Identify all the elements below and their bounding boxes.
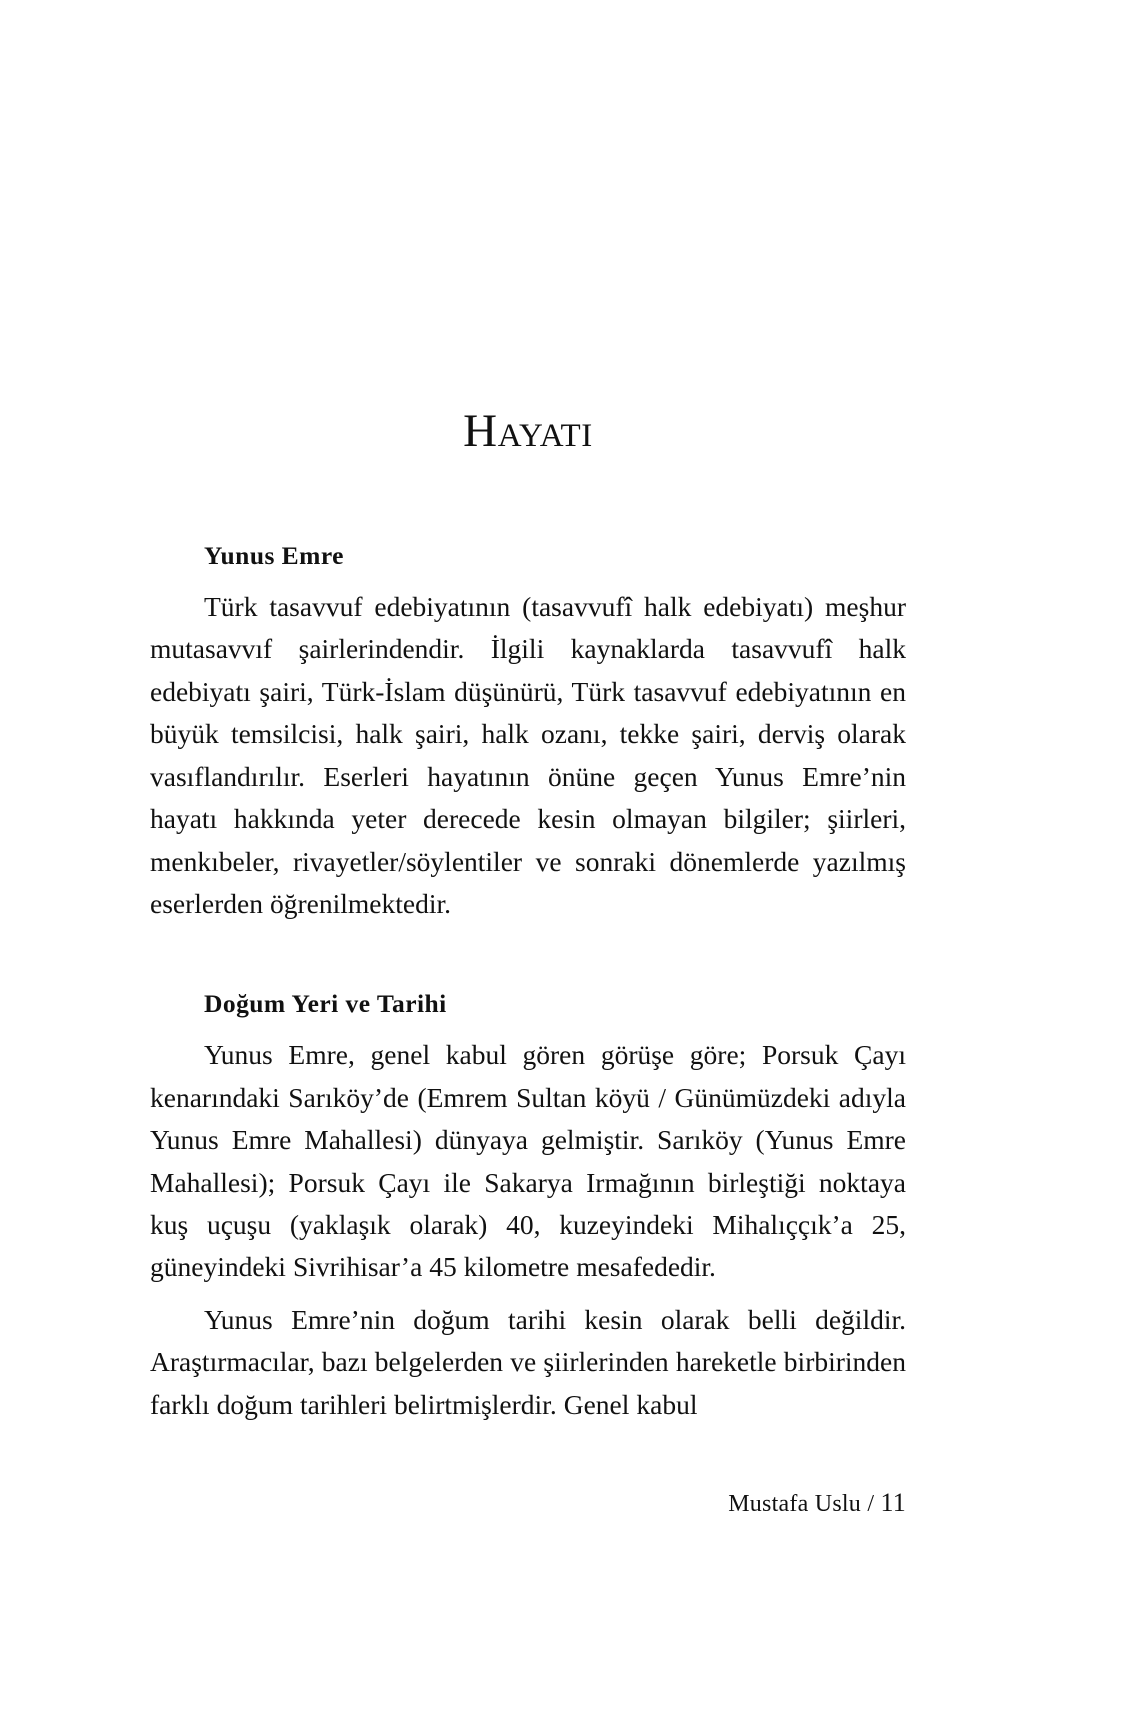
- footer-author: Mustafa Uslu: [728, 1491, 862, 1517]
- section-heading-yunus-emre: Yunus Emre: [204, 541, 344, 570]
- page-content: [150, 0, 906, 1426]
- page-title: Hayatı: [463, 405, 593, 457]
- page-footer: [150, 1488, 906, 1518]
- paragraph-yunus-emre-1: Türk tasavvuf edebiyatının (tasavvufî halk edebiyatı) meşhur mutasavvıf şairlerindendir. İlgili kaynaklarda tasavvufî halk edebiyatı şairi, Türk-İslam düşünürü, Türk tasavvuf edebiyatının en büyük temsilcisi, halk şairi, halk ozanı, tekke şairi, derviş olarak vasıflandırılır. Eserleri hayatının önüne geçen Yunus Emre’nin hayatı hakkında yeter derecede kesin olmayan bilgiler; şiirleri, menkıbeler, rivayetler/söylentiler ve sonraki dönemlerde yazılmış eserlerden öğrenilmektedir.: [150, 590, 906, 919]
- paragraph-dogum-yeri-1: Yunus Emre, genel kabul gören görüşe göre; Porsuk Çayı kenarındaki Sarıköy’de (Emrem Sultan köyü / Günümüzdeki adıyla Yunus Emre Mahallesi) dünyaya gelmiştir. Sarıköy (Yunus Emre Mahallesi); Porsuk Çayı ile Sakarya Irmağının birleştiği noktaya kuş uçuşu (yaklaşık olarak) 40, kuzeyindeki Mihalıççık’a 25, güneyindeki Sivrihisar’a 45 kilometre mesafededir.: [150, 1039, 906, 1283]
- paragraph-dogum-yeri-2: Yunus Emre’nin doğum tarihi kesin olarak belli değildir. Araştırmacılar, bazı belgelerden ve şiirlerinden hareketle birbirinden farklı doğum tarihleri belirtmişlerdir. Genel kabul: [150, 1303, 906, 1420]
- footer-separator: /: [867, 1491, 875, 1517]
- section-heading-dogum-yeri-ve-tarihi: Doğum Yeri ve Tarihi: [204, 989, 447, 1019]
- footer-page-number: 11: [880, 1488, 906, 1517]
